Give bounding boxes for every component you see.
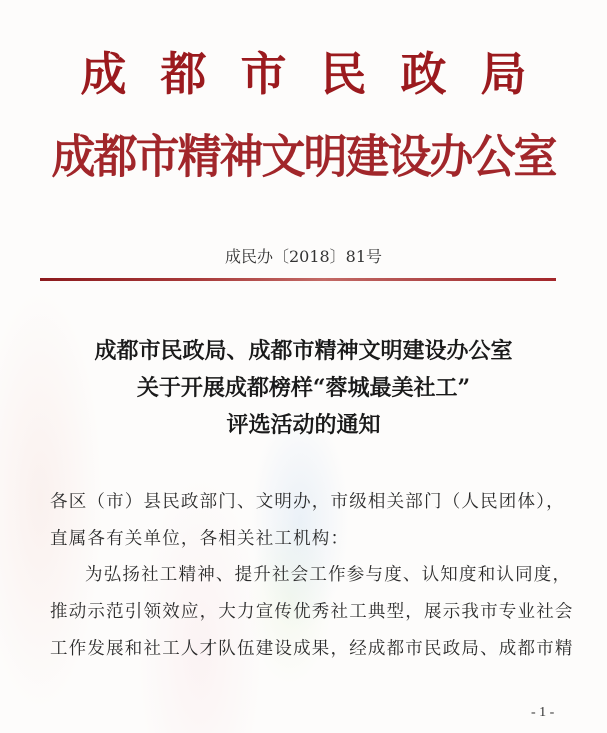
body-paragraph-line-3: 工作发展和社工人才队伍建设成果，经成都市民政局、成都市精: [50, 639, 574, 659]
page-number: - 1 -: [531, 705, 555, 720]
notice-title-line-1: 成都市民政局、成都市精神文明建设办公室: [94, 338, 513, 364]
addressee-line-2: 直属各有关单位，各相关社工机构：: [50, 529, 350, 549]
notice-title-line-3: 评选活动的通知: [226, 412, 381, 438]
notice-title-line-2: 关于开展成都榜样“蓉城最美社工”: [136, 375, 471, 401]
body-paragraph-line-2: 推动示范引领效应，大力宣传优秀社工典型，展示我市专业社会: [50, 602, 574, 622]
issuing-org-civil-affairs: 成都市民政局: [80, 47, 561, 101]
issuing-org-civilization-office: 成都市精神文明建设办公室: [51, 130, 556, 185]
addressee-line-1: 各区（市）县民政部门、文明办，市级相关部门（人民团体），: [50, 492, 565, 512]
red-divider-rule: [40, 278, 556, 281]
body-paragraph-line-1: 为弘扬社工精神、提升社会工作参与度、认知度和认同度，: [85, 565, 572, 585]
document-number: 成民办〔2018〕81号: [224, 247, 383, 266]
